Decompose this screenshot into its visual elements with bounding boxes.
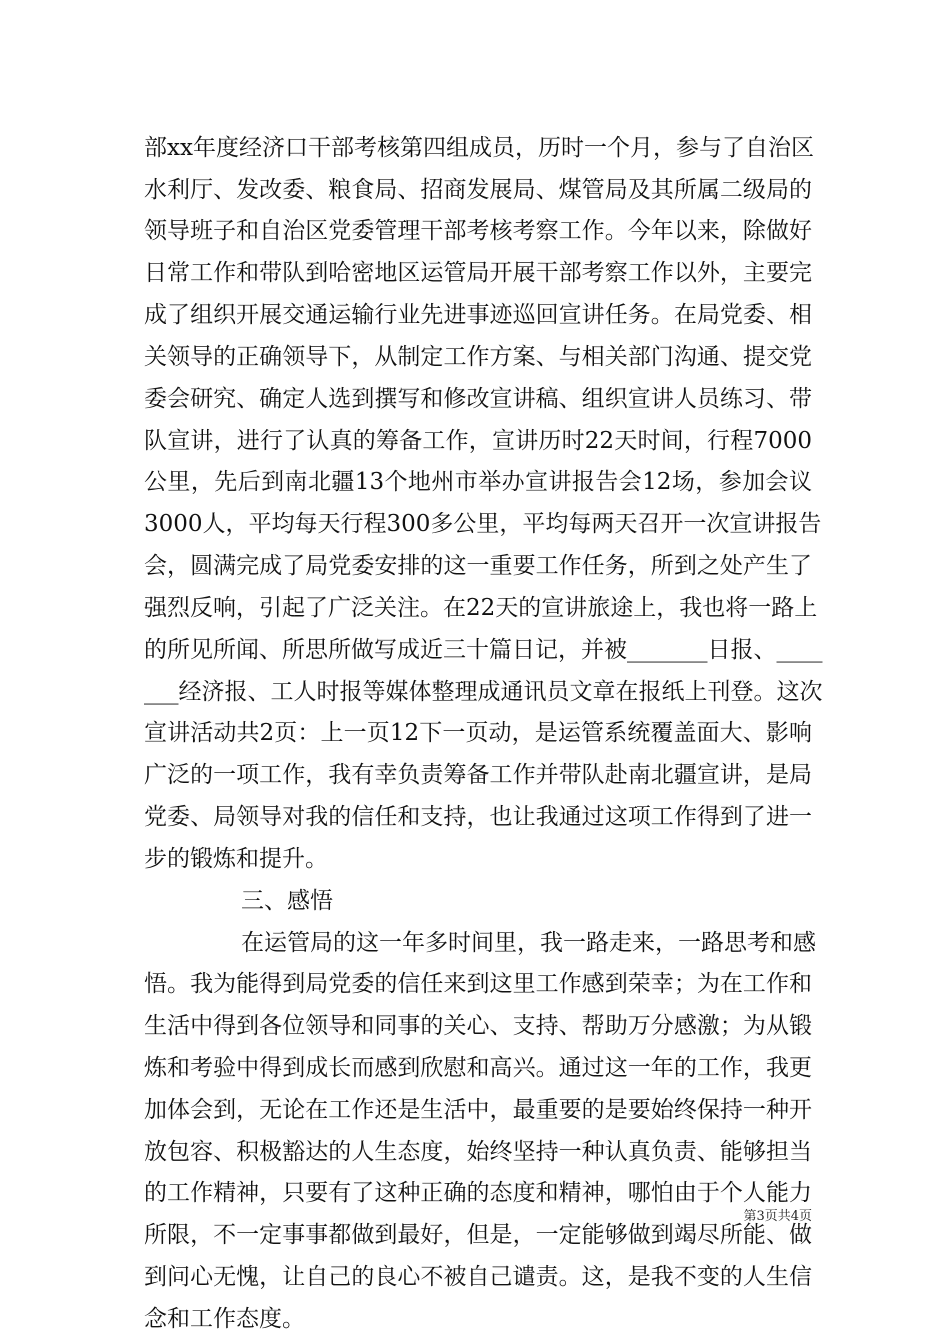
paragraph-line: 到问心无愧，让自己的良心不被自己谴责。这，是我不变的人生信 xyxy=(144,1264,812,1290)
paragraph-line: 生活中得到各位领导和同事的关心、支持、帮助万分感激；为从锻 xyxy=(144,1013,812,1039)
paragraph-line: 部xx年度经济口干部考核第四组成员，历时一个月，参与了自治区 xyxy=(144,135,814,161)
paragraph-line: 的所见所闻、所思所做写成近三十篇日记，并被_______日报、____ xyxy=(144,637,823,663)
paragraph-line: 炼和考验中得到成长而感到欣慰和高兴。通过这一年的工作，我更 xyxy=(144,1055,812,1081)
section-heading: 三、感悟 xyxy=(241,888,333,914)
page-number: 第3页共4页 xyxy=(743,1209,812,1224)
paragraph-line: 会，圆满完成了局党委安排的这一重要工作任务，所到之处产生了 xyxy=(144,553,812,579)
paragraph-line: 加体会到，无论在工作还是生活中，最重要的是要始终保持一种开 xyxy=(144,1097,812,1123)
paragraph-line: ___经济报、工人时报等媒体整理成通讯员文章在报纸上刊登。这次 xyxy=(144,679,823,705)
paragraph-line: 的工作精神，只要有了这种正确的态度和精神，哪怕由于个人能力 xyxy=(144,1180,812,1206)
paragraph-line: 步的锻炼和提升。 xyxy=(144,846,328,872)
paragraph-line: 水利厅、发改委、粮食局、招商发展局、煤管局及其所属二级局的 xyxy=(144,177,812,203)
paragraph-line: 关领导的正确领导下，从制定工作方案、与相关部门沟通、提交党 xyxy=(144,344,812,370)
paragraph-line: 委会研究、确定人选到撰写和修改宣讲稿、组织宣讲人员练习、带 xyxy=(144,386,812,412)
paragraph-line: 党委、局领导对我的信任和支持，也让我通过这项工作得到了进一 xyxy=(144,804,812,830)
paragraph-line: 强烈反响，引起了广泛关注。在22天的宣讲旅途上，我也将一路上 xyxy=(144,595,818,621)
paragraph-line: 念和工作态度。 xyxy=(144,1306,305,1332)
paragraph-line: 放包容、积极豁达的人生态度，始终坚持一种认真负责、能够担当 xyxy=(144,1139,812,1165)
paragraph-line: 日常工作和带队到哈密地区运管局开展干部考察工作以外，主要完 xyxy=(144,260,812,286)
paragraph-line: 队宣讲，进行了认真的筹备工作，宣讲历时22天时间，行程7000 xyxy=(144,428,812,454)
paragraph-line: 公里，先后到南北疆13个地州市举办宣讲报告会12场，参加会议 xyxy=(144,469,812,495)
paragraph-line: 宣讲活动共2页：上一页12下一页动，是运管系统覆盖面大、影响 xyxy=(144,720,812,746)
paragraph-line: 成了组织开展交通运输行业先进事迹巡回宣讲任务。在局党委、相 xyxy=(144,302,812,328)
paragraph-line: 广泛的一项工作，我有幸负责筹备工作并带队赴南北疆宣讲，是局 xyxy=(144,762,812,788)
paragraph-line: 在运管局的这一年多时间里，我一路走来，一路思考和感 xyxy=(241,930,816,956)
paragraph-line: 领导班子和自治区党委管理干部考核考察工作。今年以来，除做好 xyxy=(144,218,812,244)
paragraph-line: 所限，不一定事事都做到最好，但是，一定能够做到竭尽所能、做 xyxy=(144,1222,812,1248)
paragraph-line: 3000人，平均每天行程300多公里，平均每两天召开一次宣讲报告 xyxy=(144,511,822,537)
paragraph-line: 悟。我为能得到局党委的信任来到这里工作感到荣幸；为在工作和 xyxy=(144,971,812,997)
